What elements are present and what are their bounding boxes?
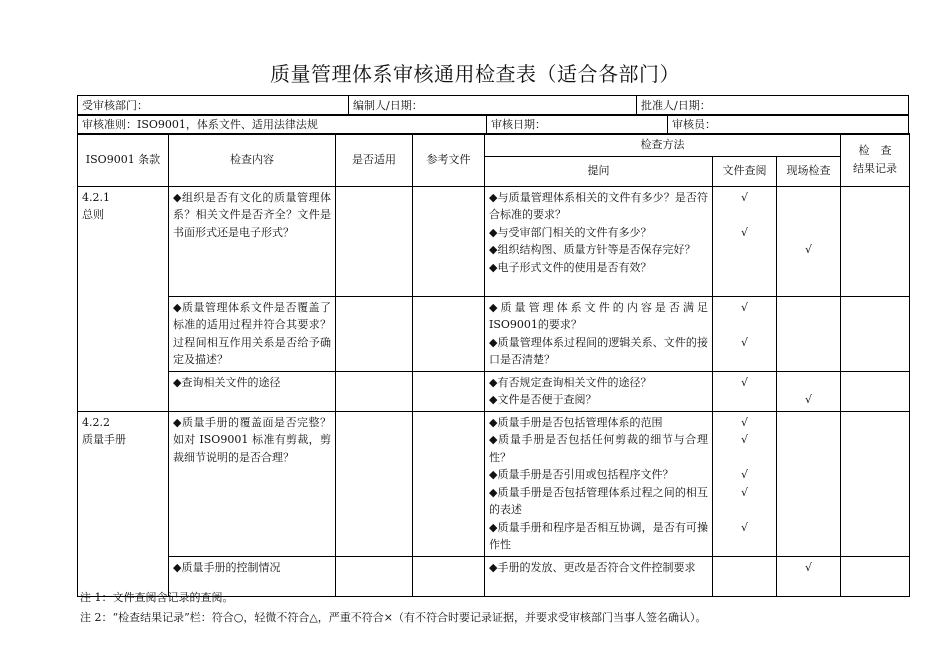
check-mark bbox=[781, 189, 836, 224]
check-mark: √ bbox=[740, 375, 748, 389]
check-content-cell: ◆查询相关文件的途径 bbox=[169, 371, 336, 411]
site-check-cell bbox=[777, 556, 841, 596]
site-check-cell bbox=[777, 186, 841, 296]
checklist-row bbox=[78, 186, 910, 296]
question-text: ◆质量管理体系文件的内容是否满足ISO9001的要求？ bbox=[489, 300, 708, 331]
doc-review-cell bbox=[713, 556, 777, 596]
check-mark bbox=[781, 224, 836, 242]
check-mark: √ bbox=[740, 415, 748, 429]
question-text: ◆质量手册是否包括任何剪裁的细节与合理性？ bbox=[489, 433, 708, 464]
applicable-cell[interactable] bbox=[336, 371, 413, 411]
check-mark: √ bbox=[740, 190, 748, 204]
doc-review-cell bbox=[713, 186, 777, 296]
author-date-field[interactable]: 编制人/日期： bbox=[349, 96, 637, 116]
check-mark bbox=[781, 519, 836, 554]
refdoc-cell[interactable] bbox=[413, 186, 485, 296]
check-mark: √ bbox=[805, 243, 813, 256]
question-text: ◆与受审部门相关的文件有多少？ bbox=[489, 225, 652, 239]
check-mark bbox=[781, 374, 836, 392]
col-docreview-header: 文件查阅 bbox=[713, 156, 777, 186]
col-content-header: 检查内容 bbox=[169, 134, 336, 187]
checklist-row bbox=[78, 411, 910, 556]
col-result-header bbox=[841, 134, 910, 187]
check-mark bbox=[717, 391, 772, 409]
applicable-cell[interactable] bbox=[336, 186, 413, 296]
question-text: ◆质量手册和程序是否相互协调，是否有可操作性 bbox=[489, 520, 708, 551]
check-mark: √ bbox=[740, 485, 748, 499]
site-check-cell bbox=[777, 411, 841, 556]
check-mark bbox=[781, 276, 836, 294]
clause-cell bbox=[78, 411, 169, 596]
question-text: ◆质量手册是否包括管理体系的范围 bbox=[489, 415, 663, 429]
question-text: ◆手册的发放、更改是否符合文件控制要求 bbox=[489, 560, 696, 574]
site-check-cell bbox=[777, 371, 841, 411]
header-table-row2 bbox=[77, 114, 909, 135]
site-check-cell bbox=[777, 296, 841, 371]
check-content-cell: ◆质量手册的覆盖面是否完整？如对 ISO9001 标准有剪裁，剪裁细节说明的是否合理？ bbox=[169, 411, 336, 556]
question-text: ◆电子形式文件的使用是否有效？ bbox=[489, 260, 652, 274]
check-mark bbox=[717, 559, 772, 594]
note-2: 注 2：“检查结果记录”栏：符合○，轻微不符合△，严重不符合×（有不符合时要记录证据，并要求受审核部门当事人签名确认）。 bbox=[80, 611, 707, 624]
refdoc-cell[interactable] bbox=[413, 411, 485, 556]
applicable-cell[interactable] bbox=[336, 296, 413, 371]
clause-cell bbox=[78, 186, 169, 411]
col-refdoc-header: 参考文件 bbox=[413, 134, 485, 187]
check-mark bbox=[781, 299, 836, 334]
check-mark: √ bbox=[740, 520, 748, 534]
checklist-row bbox=[78, 296, 910, 371]
check-content-cell: ◆质量管理体系文件是否覆盖了标准的适用过程并符合其要求？过程间相互作用关系是否给予确定及描述？ bbox=[169, 296, 336, 371]
check-mark: √ bbox=[740, 433, 748, 446]
clause-name: 总则 bbox=[82, 208, 104, 221]
col-question-header: 提问 bbox=[485, 156, 713, 186]
audited-dept-field[interactable]: 受审核部门： bbox=[78, 96, 349, 116]
check-mark: √ bbox=[740, 300, 748, 314]
approver-date-field[interactable]: 批准人/日期： bbox=[637, 96, 909, 116]
col-applicable-header: 是否适用 bbox=[336, 134, 413, 187]
col-sitecheck-header: 现场检查 bbox=[777, 156, 841, 186]
document-title: 质量管理体系审核通用检查表（适合各部门） bbox=[270, 62, 680, 86]
clause-name: 质量手册 bbox=[82, 433, 126, 446]
check-mark: √ bbox=[740, 225, 748, 239]
check-content-cell: ◆组织是否有文化的质量管理体系？相关文件是否齐全？文件是书面形式还是电子形式？ bbox=[169, 186, 336, 296]
check-mark: √ bbox=[740, 335, 748, 349]
result-record-cell[interactable] bbox=[841, 411, 910, 556]
note-1: 注 1：文件查阅含记录的查阅。 bbox=[80, 591, 234, 604]
check-mark bbox=[717, 276, 772, 294]
question-cell bbox=[485, 186, 713, 296]
question-cell bbox=[485, 371, 713, 411]
check-content-cell: ◆质量手册的控制情况 bbox=[169, 556, 336, 596]
col-method-header: 检查方法 bbox=[485, 134, 841, 157]
checklist-table bbox=[77, 133, 910, 597]
col-clause-header: ISO9001 条款 bbox=[78, 134, 169, 187]
header-table-row1 bbox=[77, 95, 909, 116]
result-header-line1: 检 查 bbox=[858, 144, 892, 158]
audit-criteria-field: 审核准则：ISO9001，体系文件、适用法律法规 bbox=[78, 115, 487, 135]
check-mark: √ bbox=[740, 468, 748, 481]
question-text: ◆质量手册是否包括管理体系过程之间的相互的表述 bbox=[489, 485, 708, 516]
check-mark bbox=[781, 431, 836, 466]
question-text: ◆有否规定查询相关文件的途径？ bbox=[489, 375, 652, 389]
result-record-cell[interactable] bbox=[841, 556, 910, 596]
question-cell bbox=[485, 411, 713, 556]
question-text: ◆质量管理体系过程间的逻辑关系、文件的接口是否清楚？ bbox=[489, 335, 708, 366]
notes bbox=[80, 588, 707, 628]
checklist-row bbox=[78, 371, 910, 411]
question-text: ◆质量手册是否引用或包括程序文件？ bbox=[489, 468, 674, 481]
check-mark bbox=[781, 334, 836, 369]
refdoc-cell[interactable] bbox=[413, 371, 485, 411]
clause-number: 4.2.1 bbox=[82, 190, 110, 204]
result-record-cell[interactable] bbox=[841, 186, 910, 296]
result-record-cell[interactable] bbox=[841, 371, 910, 411]
check-mark bbox=[781, 414, 836, 432]
question-text: ◆与质量管理体系相关的文件有多少？是否符合标准的要求？ bbox=[489, 190, 708, 221]
question-cell bbox=[485, 296, 713, 371]
question-text: ◆文件是否便于查阅？ bbox=[489, 393, 597, 406]
check-mark bbox=[717, 241, 772, 276]
audit-date-field[interactable]: 审核日期： bbox=[487, 115, 668, 135]
applicable-cell[interactable] bbox=[336, 411, 413, 556]
check-mark: √ bbox=[805, 560, 813, 574]
check-mark: √ bbox=[805, 393, 813, 406]
check-mark bbox=[781, 466, 836, 484]
doc-review-cell bbox=[713, 296, 777, 371]
doc-review-cell bbox=[713, 411, 777, 556]
auditor-field[interactable]: 审核员： bbox=[668, 115, 909, 135]
result-header-line2: 结果记录 bbox=[853, 161, 898, 175]
question-text: ◆组织结构图、质量方针等是否保存完好？ bbox=[489, 243, 696, 256]
refdoc-cell[interactable] bbox=[413, 296, 485, 371]
clause-number: 4.2.2 bbox=[82, 415, 110, 429]
doc-review-cell bbox=[713, 371, 777, 411]
result-record-cell[interactable] bbox=[841, 296, 910, 371]
check-mark bbox=[781, 484, 836, 519]
